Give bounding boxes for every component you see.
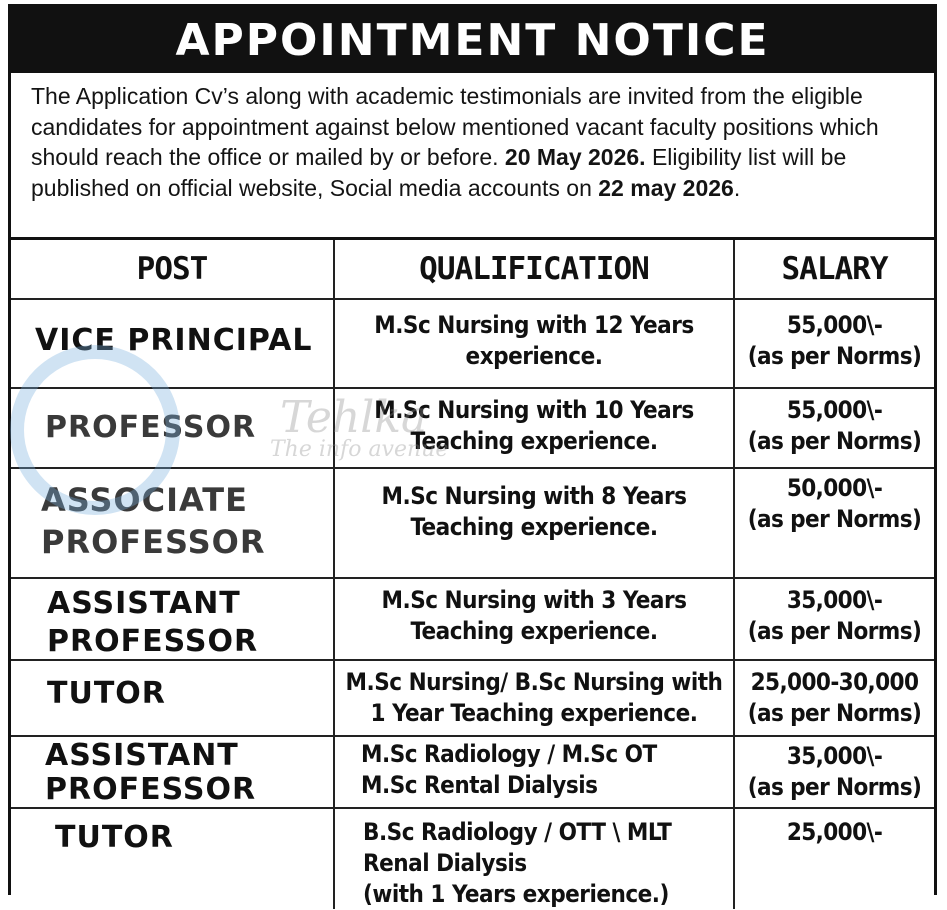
qualification-cell: M.Sc Nursing with 3 Years Teaching experience. — [335, 579, 735, 659]
qualification-cell: M.Sc Radiology / M.Sc OT M.Sc Rental Dialysis — [335, 737, 735, 807]
post-cell: TUTOR — [11, 809, 335, 909]
deadline-date: 20 May 2026. — [504, 144, 646, 170]
post-cell: VICE PRINCIPAL — [11, 300, 335, 387]
table-row — [11, 737, 934, 809]
watermark-text: Tehlka The info avenue — [270, 392, 449, 462]
salary-cell: 35,000\- (as per Norms) — [747, 586, 922, 645]
post-cell: TUTOR — [11, 661, 335, 735]
salary-cell: 25,000\- — [786, 818, 883, 846]
positions-table — [11, 237, 934, 909]
intro-text-1: The Application Cv’s along with academic testimonials are invited from the eligible candidates for appointment against below mentioned vacant faculty positions which should reach the office or mailed by or before. — [31, 83, 879, 170]
intro-text-2: Eligibility list will be published on official website, Social media accounts on — [31, 144, 847, 201]
qualification-cell: M.Sc Nursing with 10 Years Teaching experience. — [335, 389, 735, 467]
table-row — [11, 661, 934, 737]
table-row — [11, 469, 934, 579]
table-header-row — [11, 240, 934, 300]
table-row — [11, 809, 934, 909]
table-row — [11, 389, 934, 469]
header-salary: SALARY — [781, 251, 888, 287]
qualification-cell: M.Sc Nursing with 12 Years experience. — [335, 300, 735, 387]
table-row — [11, 300, 934, 389]
notice-frame — [8, 4, 937, 908]
salary-cell: 55,000\- (as per Norms) — [747, 311, 922, 370]
salary-cell: 55,000\- (as per Norms) — [747, 396, 922, 455]
notice-title: APPOINTMENT NOTICE — [175, 14, 770, 66]
salary-cell: 35,000\- (as per Norms) — [747, 742, 922, 801]
post-cell: PROFESSOR — [11, 389, 335, 467]
intro-paragraph — [31, 81, 926, 203]
intro-text-3: . — [733, 174, 741, 201]
notice-banner — [11, 7, 934, 73]
qualification-cell: M.Sc Nursing/ B.Sc Nursing with 1 Year Teaching experience. — [335, 661, 735, 735]
qualification-cell: M.Sc Nursing with 8 Years Teaching experience. — [335, 469, 735, 577]
qualification-cell: B.Sc Radiology / OTT \ MLT Renal Dialysis (with 1 Years experience.) — [335, 809, 735, 909]
table-row — [11, 579, 934, 661]
post-cell: ASSOCIATE PROFESSOR — [11, 469, 335, 577]
post-cell: ASSISTANT PROFESSOR — [11, 579, 335, 659]
list-date: 22 may 2026 — [598, 174, 734, 201]
salary-cell: 50,000\- (as per Norms) — [747, 474, 922, 533]
header-qualification: QUALIFICATION — [335, 240, 735, 298]
header-post: POST — [11, 240, 335, 298]
salary-cell: 25,000-30,000 (as per Norms) — [747, 668, 922, 727]
post-cell: ASSISTANT PROFESSOR — [11, 737, 335, 807]
